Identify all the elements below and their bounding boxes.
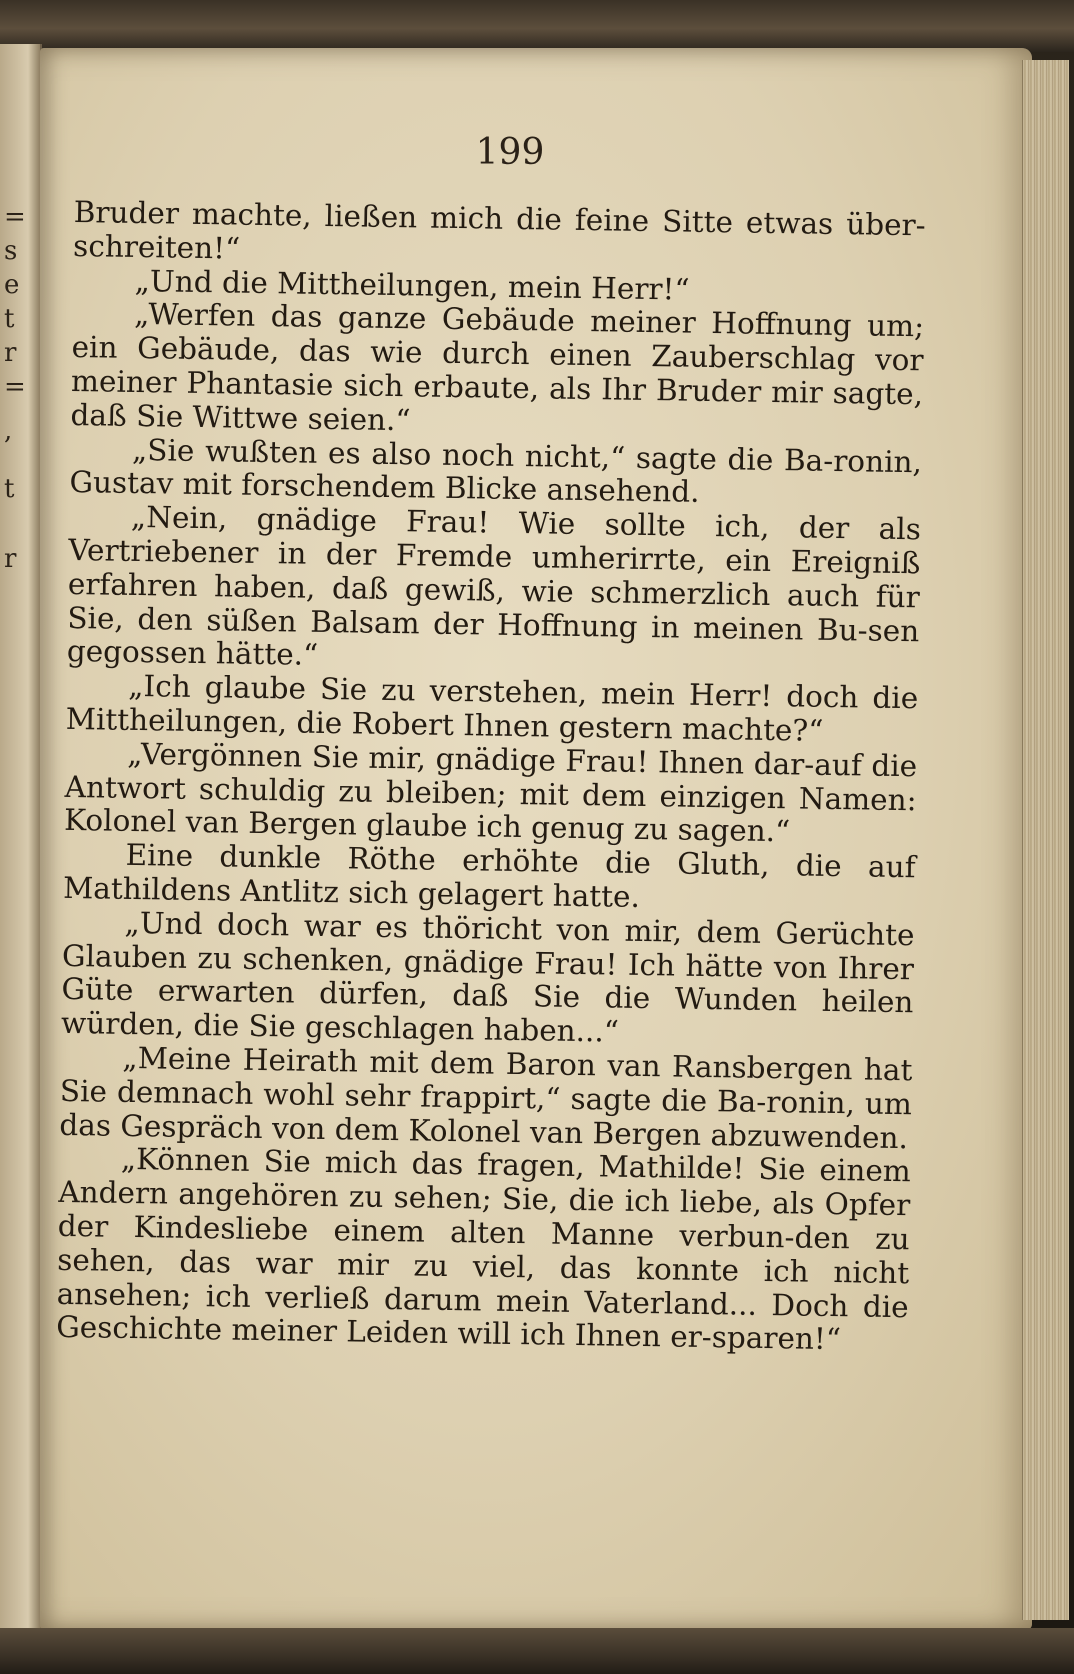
book-page bbox=[40, 48, 1032, 1630]
left-page-glyph: t bbox=[4, 304, 15, 334]
paragraph: „Und die Mittheilungen, mein Herr!“ bbox=[134, 263, 690, 307]
paragraph: „Und doch war es thöricht von mir, dem Gerüchte Glauben zu schenken, gnädige Frau! Ich hätte von Ihrer Güte erwarten dürfen, daß Sie die Wunden heilen würden, die Sie geschlagen haben...“ bbox=[60, 905, 915, 1049]
bottom-binding bbox=[0, 1628, 1074, 1674]
top-binding bbox=[0, 0, 1074, 52]
left-page-glyph: s bbox=[4, 236, 18, 266]
paragraph: „Ich glaube Sie zu verstehen, mein Herr! doch die Mittheilungen, die Robert Ihnen gestern machte?“ bbox=[65, 669, 919, 748]
page-text bbox=[56, 196, 926, 1358]
left-page-glyph: = bbox=[4, 372, 26, 402]
paragraph: Eine dunkle Röthe erhöhte die Gluth, die auf Mathildens Antlitz sich gelagert hatte. bbox=[62, 838, 916, 914]
left-page-glyph: r bbox=[4, 544, 17, 574]
paragraph: „Werfen das ganze Gebäude meiner Hoffnung um; ein Gebäude, das wie durch einen Zauberschlag vor meiner Phantasie sich erbaute, als Ihr Bruder mir sagte, daß Sie Wittwe seien.“ bbox=[70, 297, 925, 438]
left-page-glyph: e bbox=[4, 270, 20, 300]
paragraph: „Vergönnen Sie mir, gnädige Frau! Ihnen dar-auf die Antwort schuldig zu bleiben; mit dem einzigen Namen: Kolonel van Bergen glaube ich genug zu sagen.“ bbox=[63, 736, 918, 849]
left-page-glyph: r bbox=[4, 338, 17, 368]
paragraph: „Nein, gnädige Frau! Wie sollte ich, der als Vertriebener in der Fremde umherirrte, ein Ereigniß erfahren haben, daß gewiß, wie schmerzlich auch für Sie, den süßen Balsam der Hoffnung in meinen Bu-sen gegossen hätte.“ bbox=[66, 500, 922, 673]
paragraph: „Meine Heirath mit dem Baron van Ransbergen hat Sie demnach wohl sehr frappirt,“ sagte die Ba-ronin, um das Gespräch von dem Kolonel van Bergen abzuwenden. bbox=[59, 1040, 913, 1155]
paragraph: „Sie wußten es also noch nicht,“ sagte die Ba-ronin, Gustav mit forschendem Blicke ansehend. bbox=[69, 432, 923, 510]
left-page-glyph: t bbox=[4, 474, 15, 504]
page-number: 199 bbox=[475, 132, 545, 173]
page-stack-edge bbox=[1022, 60, 1069, 1620]
left-page-edge bbox=[0, 44, 42, 1644]
left-page-glyph: = bbox=[4, 202, 26, 232]
left-page-glyph: , bbox=[4, 416, 13, 446]
paragraph: „Können Sie mich das fragen, Mathilde! Sie einem Andern angehören zu sehen; Sie, die ich liebe, als Opfer der Kindesliebe einem alten Manne verbun-den zu sehen, das war mir zu viel, das konnte ich nicht ansehen; ich verließ darum mein Vaterland... Doch die Geschichte meiner Leiden will ich Ihnen er-sparen!“ bbox=[55, 1142, 912, 1357]
paragraph: Bruder machte, ließen mich die feine Sitte etwas über-schreiten!“ bbox=[72, 195, 926, 266]
